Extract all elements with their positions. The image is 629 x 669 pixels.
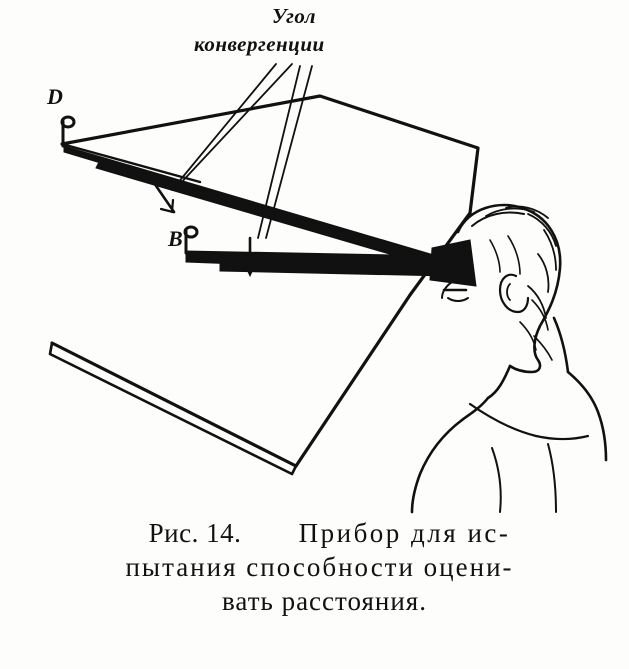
ruler-apparatus-icon <box>50 96 478 474</box>
pin-b-icon <box>185 227 197 253</box>
annotation-leader-lines-icon <box>172 64 312 238</box>
caption-figure-number: Рис. 14. <box>148 518 242 548</box>
convergence-sight-lines-icon <box>64 146 476 286</box>
point-label-d: D <box>47 84 63 109</box>
caption-line-2: пытания способности оцени- <box>125 552 514 582</box>
annotation-line-2: конвергенции <box>194 32 325 56</box>
caption-line-1 <box>0 516 629 550</box>
caption-line-3: вать расстояния. <box>222 586 427 616</box>
point-label-b: B <box>168 226 183 251</box>
figure-caption <box>0 516 629 618</box>
caption-text-part-1: Прибор для ис- <box>298 518 511 548</box>
annotation-line-1: Угол <box>272 4 317 28</box>
